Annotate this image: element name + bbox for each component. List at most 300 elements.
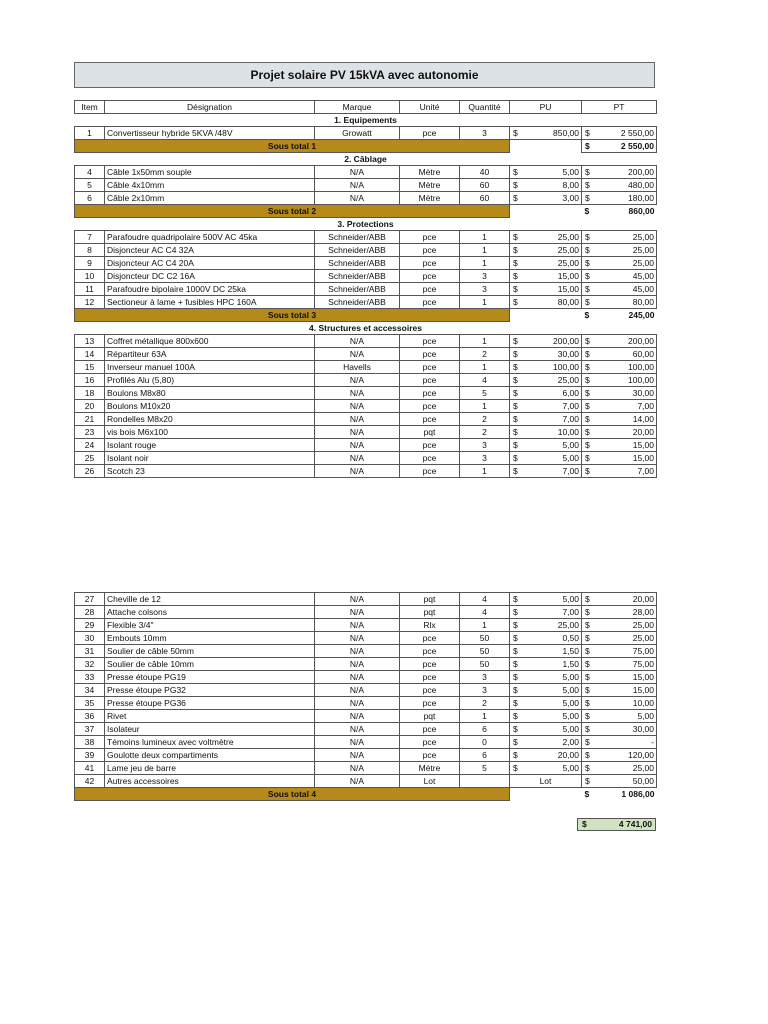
cell-unit: pce xyxy=(400,127,460,140)
cell-item: 20 xyxy=(75,400,105,413)
cell-designation: Isolateur xyxy=(105,723,315,736)
grand-total-value: 4 741,00 xyxy=(618,819,652,829)
header-item: Item xyxy=(75,101,105,114)
currency-symbol: $ xyxy=(513,453,518,463)
cell-total-price xyxy=(582,335,657,348)
currency-symbol: $ xyxy=(513,180,518,190)
currency-symbol: $ xyxy=(585,193,590,203)
cell-unit-price xyxy=(510,684,582,697)
subtotal-row xyxy=(75,205,657,218)
cell-item: 18 xyxy=(75,387,105,400)
cell-unit-price xyxy=(510,749,582,762)
quote-table-page2 xyxy=(74,592,657,801)
cell-designation: Disjoncteur DC C2 16A xyxy=(105,270,315,283)
cell-designation: Boulons M10x20 xyxy=(105,400,315,413)
cell-unit: pce xyxy=(400,231,460,244)
cell-value: 20,00 xyxy=(632,427,654,437)
cell-unit: pqt xyxy=(400,606,460,619)
cell-item: 21 xyxy=(75,413,105,426)
cell-unit-price xyxy=(510,645,582,658)
cell-value: 30,00 xyxy=(557,349,579,359)
cell-unit-price xyxy=(510,257,582,270)
cell-brand: Schneider/ABB xyxy=(315,283,400,296)
section-title: 3. Protections xyxy=(337,219,394,229)
cell-item: 23 xyxy=(75,426,105,439)
cell-item: 1 xyxy=(75,127,105,140)
currency-symbol: $ xyxy=(513,401,518,411)
cell-unit: pce xyxy=(400,465,460,478)
currency-symbol: $ xyxy=(585,594,590,604)
cell-unit-price xyxy=(510,413,582,426)
cell-quantity: 50 xyxy=(460,632,510,645)
currency-symbol: $ xyxy=(513,646,518,656)
cell-designation: Isolant noir xyxy=(105,452,315,465)
cell-quantity: 50 xyxy=(460,658,510,671)
cell-total-price xyxy=(582,361,657,374)
cell-value: 5,00 xyxy=(562,594,579,604)
table-row xyxy=(75,270,657,283)
cell-item: 39 xyxy=(75,749,105,762)
cell-item: 16 xyxy=(75,374,105,387)
currency-symbol: $ xyxy=(513,414,518,424)
currency-symbol: $ xyxy=(585,672,590,682)
currency-symbol: $ xyxy=(513,594,518,604)
cell-item: 7 xyxy=(75,231,105,244)
cell-item: 11 xyxy=(75,283,105,296)
cell-unit: pce xyxy=(400,244,460,257)
cell-unit: pce xyxy=(400,257,460,270)
cell-value: 25,00 xyxy=(632,245,654,255)
cell-unit: pce xyxy=(400,697,460,710)
cell-quantity: 2 xyxy=(460,697,510,710)
cell-total-price xyxy=(582,697,657,710)
currency-symbol: $ xyxy=(585,776,590,786)
cell-designation: Soulier de câble 10mm xyxy=(105,658,315,671)
cell-total-price xyxy=(582,632,657,645)
currency-symbol: $ xyxy=(513,297,518,307)
currency-symbol: $ xyxy=(513,607,518,617)
cell-unit: pce xyxy=(400,439,460,452)
currency-symbol: $ xyxy=(513,193,518,203)
cell-unit: pqt xyxy=(400,426,460,439)
currency-symbol: $ xyxy=(513,633,518,643)
cell-value: 480,00 xyxy=(628,180,654,190)
cell-designation: vis bois M6x100 xyxy=(105,426,315,439)
grand-total-currency: $ xyxy=(582,819,587,829)
cell-unit-price xyxy=(510,387,582,400)
cell-item: 10 xyxy=(75,270,105,283)
cell-brand: N/A xyxy=(315,335,400,348)
cell-designation: Embouts 10mm xyxy=(105,632,315,645)
currency-symbol: $ xyxy=(513,271,518,281)
cell-value: 60,00 xyxy=(632,349,654,359)
table-row xyxy=(75,658,657,671)
cell-unit-price xyxy=(510,439,582,452)
cell-total-price xyxy=(582,166,657,179)
table-row xyxy=(75,413,657,426)
cell-total-price xyxy=(582,439,657,452)
cell-brand: N/A xyxy=(315,452,400,465)
cell-total-price xyxy=(582,400,657,413)
cell-quantity: 60 xyxy=(460,192,510,205)
subtotal-row xyxy=(75,788,657,801)
cell-value: 25,00 xyxy=(632,258,654,268)
cell-brand: N/A xyxy=(315,166,400,179)
cell-value: 50,00 xyxy=(632,776,654,786)
grand-total xyxy=(577,818,656,831)
subtotal-value xyxy=(582,788,657,801)
cell-unit: Rlx xyxy=(400,619,460,632)
currency-symbol: $ xyxy=(513,685,518,695)
subtotal-value xyxy=(582,140,657,153)
cell-brand: N/A xyxy=(315,645,400,658)
table-row xyxy=(75,723,657,736)
cell-value: 1,50 xyxy=(562,659,579,669)
cell-designation: Sectioneur à lame + fusibles HPC 160A xyxy=(105,296,315,309)
cell-unit-price xyxy=(510,270,582,283)
cell-value: 7,00 xyxy=(562,466,579,476)
currency-symbol: $ xyxy=(585,453,590,463)
cell-quantity: 1 xyxy=(460,244,510,257)
cell-unit: pqt xyxy=(400,593,460,606)
cell-total-price xyxy=(582,606,657,619)
cell-quantity xyxy=(460,775,510,788)
cell-quantity: 1 xyxy=(460,400,510,413)
cell-unit-price xyxy=(510,452,582,465)
cell-designation: Presse étoupe PG19 xyxy=(105,671,315,684)
cell-designation: Isolant rouge xyxy=(105,439,315,452)
cell-brand: N/A xyxy=(315,736,400,749)
currency-symbol: $ xyxy=(585,141,590,151)
cell-value: 245,00 xyxy=(628,310,655,321)
cell-value: 8,00 xyxy=(562,180,579,190)
section-title: 2. Câblage xyxy=(344,154,387,164)
cell-value: 25,00 xyxy=(632,633,654,643)
cell-total-price xyxy=(582,775,657,788)
table-row xyxy=(75,684,657,697)
currency-symbol: $ xyxy=(585,620,590,630)
cell-value: 7,00 xyxy=(562,401,579,411)
currency-symbol: $ xyxy=(513,362,518,372)
currency-symbol: $ xyxy=(585,245,590,255)
cell-brand: N/A xyxy=(315,426,400,439)
cell-unit-price xyxy=(510,361,582,374)
cell-total-price xyxy=(582,684,657,697)
cell-quantity: 6 xyxy=(460,723,510,736)
cell-brand: N/A xyxy=(315,593,400,606)
currency-symbol: $ xyxy=(513,440,518,450)
cell-value: 5,00 xyxy=(562,672,579,682)
cell-brand: N/A xyxy=(315,348,400,361)
currency-symbol: $ xyxy=(585,167,590,177)
header-designation: Désignation xyxy=(105,101,315,114)
cell-value: 80,00 xyxy=(557,297,579,307)
cell-item: 33 xyxy=(75,671,105,684)
cell-brand: N/A xyxy=(315,606,400,619)
currency-symbol: $ xyxy=(513,258,518,268)
cell-value: 10,00 xyxy=(632,698,654,708)
cell-quantity: 3 xyxy=(460,671,510,684)
header-unit: Unité xyxy=(400,101,460,114)
cell-quantity: 1 xyxy=(460,335,510,348)
currency-symbol: $ xyxy=(513,659,518,669)
cell-designation: Témoins lumineux avec voltmètre xyxy=(105,736,315,749)
quote-table-page1 xyxy=(74,100,657,478)
currency-symbol: $ xyxy=(585,232,590,242)
cell-total-price xyxy=(582,231,657,244)
cell-unit-price xyxy=(510,166,582,179)
cell-total-price xyxy=(582,296,657,309)
cell-value: 25,00 xyxy=(557,620,579,630)
currency-symbol: $ xyxy=(585,633,590,643)
cell-value: 5,00 xyxy=(562,167,579,177)
table-row xyxy=(75,593,657,606)
cell-brand: N/A xyxy=(315,387,400,400)
cell-quantity: 50 xyxy=(460,645,510,658)
cell-quantity: 0 xyxy=(460,736,510,749)
cell-designation: Attache colsons xyxy=(105,606,315,619)
cell-brand: N/A xyxy=(315,723,400,736)
cell-unit-price xyxy=(510,400,582,413)
cell-item: 24 xyxy=(75,439,105,452)
cell-unit-price xyxy=(510,619,582,632)
currency-symbol: $ xyxy=(585,440,590,450)
cell-designation: Scotch 23 xyxy=(105,465,315,478)
cell-designation: Lame jeu de barre xyxy=(105,762,315,775)
document-title: Projet solaire PV 15kVA avec autonomie xyxy=(74,62,655,88)
cell-quantity: 1 xyxy=(460,231,510,244)
cell-value: 7,00 xyxy=(637,401,654,411)
table-row xyxy=(75,244,657,257)
cell-quantity: 1 xyxy=(460,710,510,723)
currency-symbol: $ xyxy=(584,310,590,321)
cell-value: 5,00 xyxy=(637,711,654,721)
header-total-price: PT xyxy=(582,101,657,114)
cell-unit: pce xyxy=(400,684,460,697)
subtotal-value xyxy=(582,205,657,218)
table-row xyxy=(75,697,657,710)
cell-brand: N/A xyxy=(315,192,400,205)
cell-unit: pce xyxy=(400,361,460,374)
cell-unit: pce xyxy=(400,658,460,671)
cell-value: 5,00 xyxy=(562,724,579,734)
subtotal-value xyxy=(582,309,657,322)
cell-value: 200,00 xyxy=(628,336,654,346)
cell-value: 25,00 xyxy=(557,258,579,268)
cell-unit: pce xyxy=(400,348,460,361)
cell-item: 5 xyxy=(75,179,105,192)
cell-total-price xyxy=(582,127,657,140)
cell-item: 38 xyxy=(75,736,105,749)
cell-unit-price xyxy=(510,606,582,619)
section-heading-row xyxy=(75,153,657,166)
table-row xyxy=(75,762,657,775)
section-title: 1. Equipements xyxy=(334,115,397,125)
cell-total-price xyxy=(582,348,657,361)
cell-value: 200,00 xyxy=(553,336,579,346)
table-row xyxy=(75,671,657,684)
cell-value: 80,00 xyxy=(632,297,654,307)
subtotal-row xyxy=(75,309,657,322)
cell-unit-price xyxy=(510,192,582,205)
table-row xyxy=(75,387,657,400)
cell-value: 30,00 xyxy=(632,388,654,398)
cell-designation: Câble 4x10mm xyxy=(105,179,315,192)
cell-unit-price xyxy=(510,736,582,749)
cell-value: 15,00 xyxy=(632,672,654,682)
cell-item: 34 xyxy=(75,684,105,697)
cell-brand: N/A xyxy=(315,671,400,684)
cell-quantity: 2 xyxy=(460,348,510,361)
cell-value: 15,00 xyxy=(632,685,654,695)
cell-unit: pce xyxy=(400,749,460,762)
currency-symbol: $ xyxy=(513,245,518,255)
cell-designation: Disjoncteur AC C4 20A xyxy=(105,257,315,270)
cell-unit-price xyxy=(510,658,582,671)
currency-symbol: $ xyxy=(585,659,590,669)
cell-item: 6 xyxy=(75,192,105,205)
cell-value: 100,00 xyxy=(628,362,654,372)
currency-symbol: $ xyxy=(585,711,590,721)
table-row xyxy=(75,335,657,348)
cell-value: 7,00 xyxy=(562,607,579,617)
currency-symbol: $ xyxy=(584,789,590,800)
cell-unit: pce xyxy=(400,400,460,413)
currency-symbol: $ xyxy=(585,349,590,359)
currency-symbol: $ xyxy=(585,258,590,268)
cell-total-price xyxy=(582,374,657,387)
cell-value: 25,00 xyxy=(557,245,579,255)
cell-total-price xyxy=(582,619,657,632)
cell-item: 41 xyxy=(75,762,105,775)
cell-total-price xyxy=(582,179,657,192)
cell-unit-price xyxy=(510,179,582,192)
cell-value: 45,00 xyxy=(632,284,654,294)
table-row xyxy=(75,127,657,140)
cell-brand: Schneider/ABB xyxy=(315,270,400,283)
cell-value: 100,00 xyxy=(628,375,654,385)
cell-brand: Schneider/ABB xyxy=(315,231,400,244)
cell-designation: Disjoncteur AC C4 32A xyxy=(105,244,315,257)
cell-unit: pce xyxy=(400,335,460,348)
cell-unit: Mètre xyxy=(400,192,460,205)
currency-symbol: $ xyxy=(513,672,518,682)
cell-unit-price xyxy=(510,671,582,684)
cell-unit: pce xyxy=(400,736,460,749)
cell-brand: Havells xyxy=(315,361,400,374)
table-row xyxy=(75,619,657,632)
cell-brand: Growatt xyxy=(315,127,400,140)
currency-symbol: $ xyxy=(585,128,590,138)
cell-designation: Parafoudre quadripolaire 500V AC 45ka xyxy=(105,231,315,244)
subtotal-spacer xyxy=(510,309,582,322)
cell-value: 5,00 xyxy=(562,453,579,463)
table-row xyxy=(75,166,657,179)
table-row xyxy=(75,426,657,439)
cell-quantity: 4 xyxy=(460,606,510,619)
cell-quantity: 5 xyxy=(460,762,510,775)
cell-item: 9 xyxy=(75,257,105,270)
cell-item: 28 xyxy=(75,606,105,619)
cell-unit-price xyxy=(510,762,582,775)
cell-quantity: 1 xyxy=(460,619,510,632)
currency-symbol: $ xyxy=(513,349,518,359)
table-row xyxy=(75,606,657,619)
cell-total-price xyxy=(582,762,657,775)
table-row xyxy=(75,283,657,296)
cell-total-price xyxy=(582,192,657,205)
cell-unit: pce xyxy=(400,723,460,736)
cell-quantity: 6 xyxy=(460,749,510,762)
cell-designation: Rivet xyxy=(105,710,315,723)
section-heading-row xyxy=(75,322,657,335)
cell-unit: pce xyxy=(400,374,460,387)
cell-brand: N/A xyxy=(315,684,400,697)
cell-item: 13 xyxy=(75,335,105,348)
cell-quantity: 1 xyxy=(460,465,510,478)
cell-value: 3,00 xyxy=(562,193,579,203)
cell-unit: Lot xyxy=(400,775,460,788)
cell-total-price xyxy=(582,452,657,465)
subtotal-label: Sous total 1 xyxy=(75,140,510,153)
currency-symbol: $ xyxy=(513,388,518,398)
cell-brand: Schneider/ABB xyxy=(315,296,400,309)
cell-item: 4 xyxy=(75,166,105,179)
currency-symbol: $ xyxy=(513,698,518,708)
cell-brand: N/A xyxy=(315,413,400,426)
currency-symbol: $ xyxy=(585,607,590,617)
cell-value: 25,00 xyxy=(632,763,654,773)
cell-value: 5,00 xyxy=(562,685,579,695)
table-row xyxy=(75,439,657,452)
currency-symbol: $ xyxy=(585,685,590,695)
cell-item: 31 xyxy=(75,645,105,658)
cell-unit: Mètre xyxy=(400,166,460,179)
currency-symbol: $ xyxy=(585,763,590,773)
cell-item: 12 xyxy=(75,296,105,309)
header-row xyxy=(75,101,657,114)
currency-symbol: $ xyxy=(585,336,590,346)
subtotal-label: Sous total 3 xyxy=(75,309,510,322)
cell-brand: N/A xyxy=(315,439,400,452)
cell-value: 100,00 xyxy=(553,362,579,372)
currency-symbol: $ xyxy=(585,271,590,281)
cell-unit-price xyxy=(510,593,582,606)
cell-unit: pce xyxy=(400,270,460,283)
cell-quantity: 3 xyxy=(460,270,510,283)
cell-value: 860,00 xyxy=(628,206,655,217)
currency-symbol: $ xyxy=(513,427,518,437)
subtotal-label: Sous total 4 xyxy=(75,788,510,801)
section-heading-row xyxy=(75,114,657,127)
cell-unit: Mètre xyxy=(400,762,460,775)
cell-unit-price xyxy=(510,465,582,478)
cell-total-price xyxy=(582,645,657,658)
currency-symbol: $ xyxy=(585,750,590,760)
cell-quantity: 3 xyxy=(460,684,510,697)
cell-quantity: 60 xyxy=(460,179,510,192)
cell-brand: N/A xyxy=(315,658,400,671)
cell-quantity: 1 xyxy=(460,257,510,270)
subtotal-spacer xyxy=(510,788,582,801)
cell-unit-price xyxy=(510,723,582,736)
cell-brand: Schneider/ABB xyxy=(315,244,400,257)
cell-item: 27 xyxy=(75,593,105,606)
cell-value: 75,00 xyxy=(632,659,654,669)
cell-value: 15,00 xyxy=(557,284,579,294)
cell-brand: N/A xyxy=(315,697,400,710)
cell-value: 5,00 xyxy=(562,698,579,708)
